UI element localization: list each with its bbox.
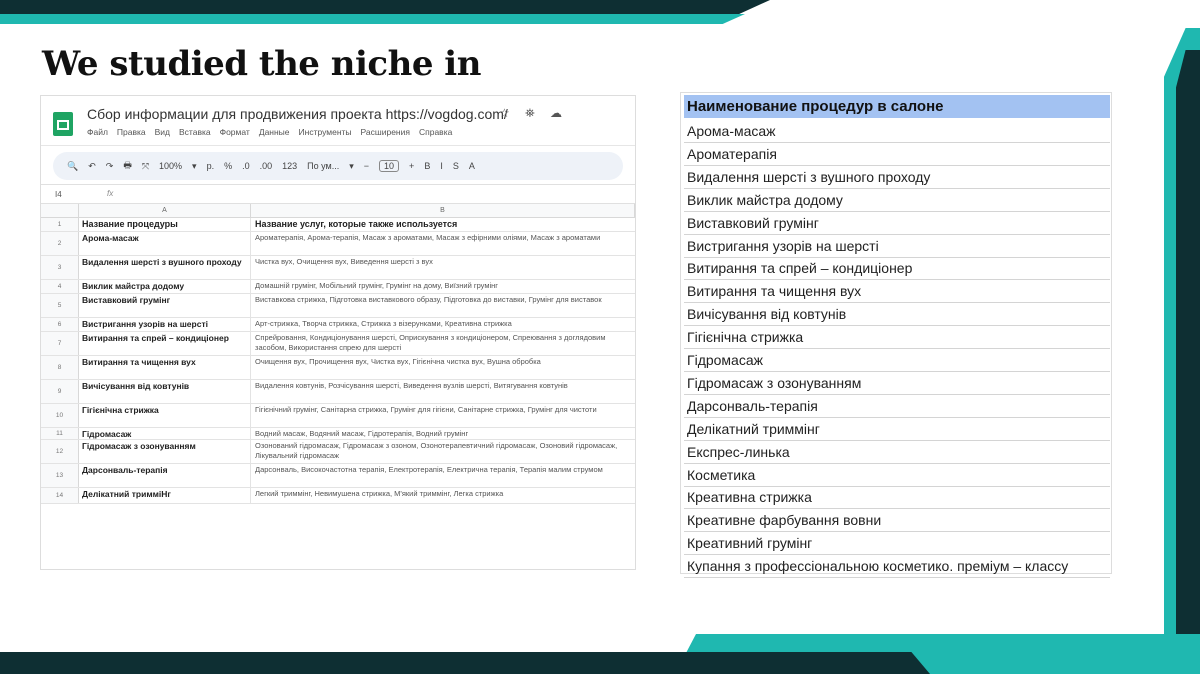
cell-service-names[interactable]: Спрейровання, Кондиціонування шерсті, Оприскування з кондиціонером, Спреювання з доглядовим засобом, Використання спрею для шерсті [255,333,606,352]
list-item[interactable]: Гідромасаж з озонуванням [684,372,1110,395]
table-row [41,218,635,232]
toolbar-item[interactable]: S [452,161,459,171]
cell-procedure-name[interactable]: Виставковий грумінг [79,294,251,317]
menu-item[interactable]: Данные [258,127,290,137]
toolbar-item[interactable]: 100% [159,161,183,171]
list-item[interactable]: Виставковий грумінг [684,212,1110,235]
cell-procedure-name[interactable]: Гігієнічна стрижка [79,404,251,427]
toolbar-item[interactable]: 10 [379,160,399,172]
table-row [41,428,635,440]
cell-service-names[interactable]: Озонований гідромасаж, Гідромасаж з озоном, Озонотерапевтичний гідромасаж, Озоновий гідромасаж, Лікувальний гідромасаж [255,441,618,460]
table-row [41,440,635,464]
cell-procedure-name[interactable]: Арома-масаж [79,232,251,255]
sheet-rows [41,218,635,504]
document-title[interactable]: Сбор информации для продвижения проекта https://vogdog.com/ [87,106,508,122]
toolbar-item[interactable]: .0 [242,161,250,171]
toolbar-item[interactable]: B [424,161,431,171]
toolbar-item[interactable]: ⤧ [141,160,150,171]
table-row [41,356,635,380]
list-item[interactable]: Витирання та чищення вух [684,280,1110,303]
cell-service-names[interactable]: Легкий триммінг, Невимушена стрижка, М'який триммінг, Легка стрижка [255,489,504,498]
toolbar-item[interactable]: ↷ [105,160,114,171]
list-item[interactable]: Делікатний триммінг [684,418,1110,441]
table-row [41,332,635,356]
toolbar-item[interactable]: − [363,161,370,171]
list-item[interactable]: Креативна стрижка [684,486,1110,509]
cell-reference[interactable]: I4 [55,190,62,199]
toolbar-item[interactable]: % [224,161,233,171]
toolbar-item[interactable]: I [440,161,443,171]
cell-procedure-name[interactable]: Делікатний тримміНг [79,488,251,503]
table-row [41,404,635,428]
row-number[interactable]: 4 [41,280,79,293]
cell-procedure-name[interactable]: Вистригання узорів на шерсті [79,318,251,331]
toolbar-item[interactable]: По ум... [307,161,340,171]
menu-bar [87,127,461,137]
cell-service-names[interactable]: Домашній грумінг, Мобільний грумінг, Грумінг на дому, Виїзний грумінг [255,281,499,290]
row-number[interactable]: 1 [41,218,79,231]
cell-service-names[interactable]: Название услуг, которые также используется [255,219,458,229]
table-row [41,318,635,332]
cell-service-names[interactable]: Чистка вух, Очищення вух, Виведення шерсті з вух [255,257,433,266]
menu-item[interactable]: Файл [87,127,108,137]
toolbar-item[interactable]: ▾ [192,160,197,171]
table-row [41,464,635,488]
table-row [41,488,635,504]
list-item[interactable]: Гідромасаж [684,349,1110,372]
cell-service-names[interactable]: Дарсонваль, Високочастотна терапія, Електротерапія, Електрична терапія, Терапія малим струмом [255,465,603,474]
toolbar-item[interactable]: 🖶 [123,160,132,170]
list-item[interactable]: Купання з профессіональною косметико. преміум – классу [684,555,1110,578]
toolbar-item[interactable]: 🔍 [67,160,79,171]
cell-service-names[interactable]: Видалення ковтунів, Розчісування шерсті, Виведення вузлів шерсті, Витягування ковтунів [255,381,568,390]
list-item[interactable]: Експрес-линька [684,441,1110,464]
corner-cell[interactable] [41,204,79,217]
sheet-header [41,96,635,146]
cell-procedure-name[interactable]: Название процедуры [79,218,251,231]
list-item[interactable]: Виклик майстра додому [684,189,1110,212]
list-item[interactable]: Витирання та спрей – кондиціонер [684,257,1110,280]
list-item[interactable]: Ароматерапія [684,143,1110,166]
list-item[interactable]: Косметика [684,464,1110,487]
procedure-list [680,92,1112,574]
column-headers [41,204,635,218]
sheets-logo-icon [53,112,73,136]
toolbar-item[interactable]: A [468,161,475,171]
menu-item[interactable]: Правка [116,127,146,137]
list-item[interactable]: Креативний грумінг [684,532,1110,555]
menu-item[interactable]: Вид [154,127,171,137]
table-row [41,380,635,404]
decor-band-top-teal [0,14,745,24]
procedure-list-header[interactable]: Наименование процедур в салоне [684,95,1110,118]
cell-procedure-name[interactable]: Вичісування від ковтунів [79,380,251,403]
row-number[interactable]: 8 [41,356,79,379]
decor-band-bottom-dark [0,652,930,674]
row-number[interactable]: 7 [41,332,79,355]
list-item[interactable]: Видалення шерсті з вушного проходу [684,166,1110,189]
menu-item[interactable]: Инструменты [298,127,352,137]
table-row [41,256,635,280]
cell-service-names[interactable]: Гігієнічний грумінг, Санітарна стрижка, Грумінг для гігієни, Санітарне стрижка, Грумінг для чистоти [255,405,597,414]
fx-icon: fx [107,189,114,198]
menu-item[interactable]: Вставка [179,127,211,137]
decor-band-right-dark [1176,50,1200,674]
cell-service-names[interactable]: Ароматерапія, Арома-терапія, Масаж з ароматами, Масаж з ефірними оліями, Масаж з ароматами [255,233,601,242]
toolbar [53,152,623,180]
toolbar-item[interactable]: 123 [282,161,298,171]
cell-procedure-name[interactable]: Витирання та чищення вух [79,356,251,379]
cell-procedure-name[interactable]: Витирання та спрей – кондиціонер [79,332,251,355]
list-item[interactable]: Креативне фарбування вовни [684,509,1110,532]
cell-procedure-name[interactable]: Видалення шерсті з вушного проходу [79,256,251,279]
list-item[interactable]: Арома-масаж [684,120,1110,143]
row-number[interactable]: 12 [41,440,79,463]
toolbar-item[interactable]: + [409,161,415,171]
menu-item[interactable]: Расширения [360,127,410,137]
toolbar-item[interactable]: .00 [259,161,273,171]
decor-band-top-dark [0,0,770,14]
spreadsheet-screenshot [40,95,636,570]
toolbar-item[interactable]: ▾ [349,160,354,171]
table-row [41,232,635,256]
star-icon[interactable]: ☆ ⛯ ☁ [499,106,569,120]
cell-procedure-name[interactable]: Гідромасаж з озонуванням [79,440,251,463]
row-number[interactable]: 2 [41,232,79,255]
row-number[interactable]: 9 [41,380,79,403]
menu-item[interactable]: Справка [418,127,453,137]
row-number[interactable]: 6 [41,318,79,331]
toolbar-item[interactable]: р. [206,161,215,171]
formula-bar [41,184,635,204]
cell-procedure-name[interactable]: Гідромасаж [79,428,251,439]
row-number[interactable]: 10 [41,404,79,427]
table-row [41,294,635,318]
table-row [41,280,635,294]
cell-service-names[interactable]: Арт-стрижка, Творча стрижка, Стрижка з візерунками, Креативна стрижка [255,319,512,328]
list-item[interactable]: Дарсонваль-терапія [684,395,1110,418]
cell-service-names[interactable]: Очищення вух, Прочищення вух, Чистка вух, Гігієнічна чистка вух, Вушна обробка [255,357,541,366]
cell-procedure-name[interactable]: Дарсонваль-терапія [79,464,251,487]
cell-service-names[interactable]: Виставкова стрижка, Підготовка виставкового образу, Підготовка до виставки, Грумінг для виставок [255,295,602,304]
menu-item[interactable]: Формат [219,127,250,137]
row-number[interactable]: 13 [41,464,79,487]
row-number[interactable]: 14 [41,488,79,503]
slide-title: We studied the niche in [42,44,481,84]
list-item[interactable]: Вичісування від ковтунів [684,303,1110,326]
column-header-b[interactable]: B [251,204,635,217]
row-number[interactable]: 5 [41,294,79,317]
row-number[interactable]: 3 [41,256,79,279]
column-header-a[interactable]: A [79,204,251,217]
toolbar-item[interactable]: ↶ [88,160,96,171]
list-item[interactable]: Гігієнічна стрижка [684,326,1110,349]
list-item[interactable]: Вистригання узорів на шерсті [684,235,1110,258]
row-number[interactable]: 11 [41,428,79,439]
cell-service-names[interactable]: Водний масаж, Водяний масаж, Гідротерапія, Водний грумінг [255,429,469,438]
cell-procedure-name[interactable]: Виклик майстра додому [79,280,251,293]
